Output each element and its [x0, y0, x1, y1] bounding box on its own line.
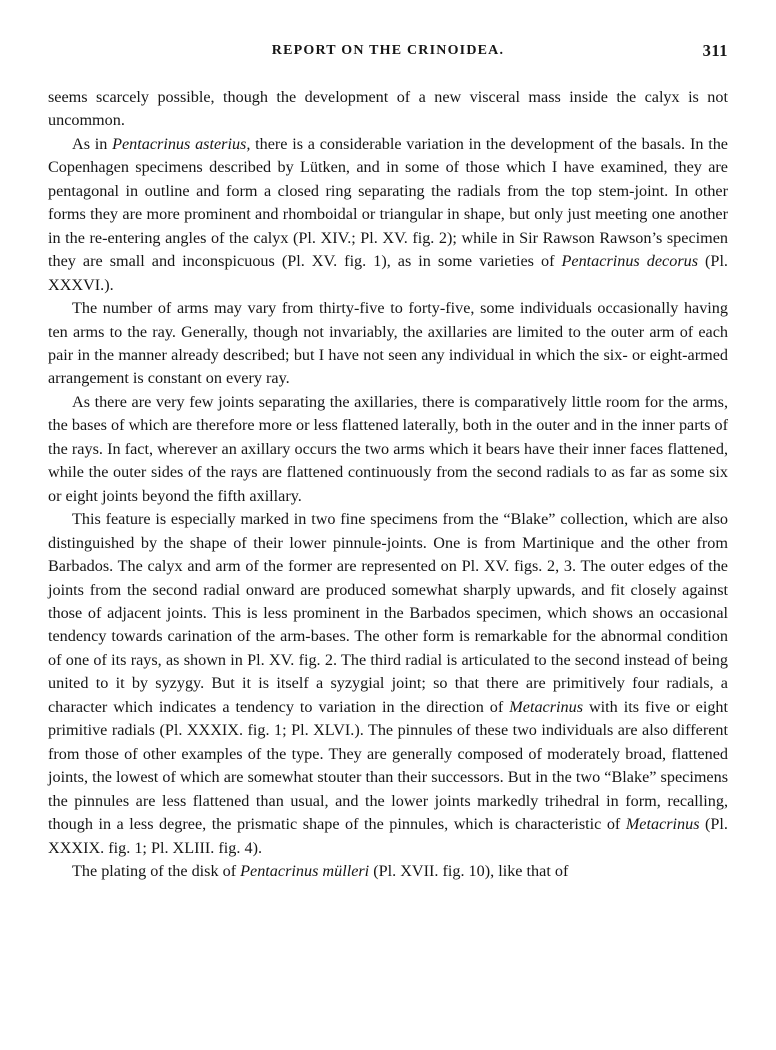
text-segment: The number of arms may vary from thirty-five to forty-five, some individuals occasionally having ten arms to the ray. Generally, though not invariably, the axillaries are limited to the outer arm of each pair in the manner already described; but I have not seen any individual in which the six- or eight-armed arrangement is constant on every ray.: [48, 299, 728, 388]
text-segment: As there are very few joints separating the axillaries, there is comparatively little room for the arms, the bases of which are therefore more or less flattened laterally, both in the outer and in the inner parts of the rays. In fact, wherever an axillary occurs the two arms which it bears have their inner faces flattened, while the outer sides of the rays are flattened continuously from the second radials to as far as some six or eight joints beyond the fifth axillary.: [48, 392, 728, 505]
text-segment: (Pl. XXXVI.).: [48, 252, 728, 294]
species-name: Pentacrinus decorus: [561, 252, 699, 271]
genus-name: Metacrinus: [509, 697, 584, 716]
body-text: [48, 86, 728, 883]
paragraph-disk-plating: [48, 860, 728, 883]
running-title: REPORT ON THE CRINOIDEA.: [271, 43, 505, 58]
text-segment: there is a considerable variation in the development of the basals. In the Copenhagen specimens described by Lütken, and in some of those which I have examined, they are pentagonal in outline and form a closed ring separating the radials from the top stem-joint. In other forms they are more prominent and rhomboidal or triangular in shape, but only just meeting one another in the re-entering angles of the calyx (Pl. XIV.; Pl. XV. fig. 2); while in Sir Rawson Rawson’s specimen they are small and inconspicuous (Pl. XV. fig. 1), as in some varieties of: [48, 134, 728, 271]
page: [48, 40, 728, 883]
paragraph-basals: [48, 133, 728, 297]
species-name: Pentacrinus mülleri: [240, 861, 370, 880]
text-segment: The plating of the disk of: [72, 861, 241, 880]
paragraph-blake-specimens: [48, 508, 728, 860]
species-name: Pentacrinus asterius,: [112, 134, 251, 153]
text-segment: As in: [72, 134, 113, 153]
text-segment: (Pl. XVII. fig. 10), like that of: [369, 861, 569, 880]
paragraph-axillaries: [48, 391, 728, 508]
genus-name: Metacrinus: [625, 815, 700, 834]
paragraph-continued-text: [48, 86, 728, 133]
paragraph-arm-count: [48, 297, 728, 391]
text-segment: seems scarcely possible, though the development of a new visceral mass inside the calyx is not uncommon.: [48, 88, 728, 130]
text-segment: This feature is especially marked in two fine specimens from the “Blake” collection, which are also distinguished by the shape of their lower pinnule-joints. One is from Martinique and the other from Barbados. The calyx and arm of the former are represented on Pl. XV. figs. 2, 3. The outer edges of the joints from the second radial onward are produced somewhat sharply upwards, and fit closely against those of adjacent joints. This is less prominent in the Barbados specimen, which shows an occasional tendency towards carination of the arm-bases. The other form is remarkable for the abnormal condition of one of its rays, as shown in Pl. XV. fig. 2. The third radial is articulated to the second instead of being united to it by syzygy. But it is itself a syzygial joint; so that there are primitively four radials, a character which indicates a tendency to variation in the direction of: [48, 510, 728, 716]
text-segment: (Pl. XXXIX. fig. 1; Pl. XLIII. fig. 4).: [48, 815, 728, 857]
text-segment: with its five or eight primitive radials (Pl. XXXIX. fig. 1; Pl. XLVI.). The pinnules of these two individuals are also different from those of other examples of the type. They are generally composed of moderately broad, flattened joints, the lowest of which are somewhat stouter than their successors. But in the two “Blake” specimens the pinnules are less flattened than usual, and the lower joints markedly trihedral in form, recalling, though in a less degree, the prismatic shape of the pinnules, which is characteristic of: [48, 697, 728, 834]
running-head: [48, 40, 728, 68]
page-number: 311: [702, 41, 728, 60]
